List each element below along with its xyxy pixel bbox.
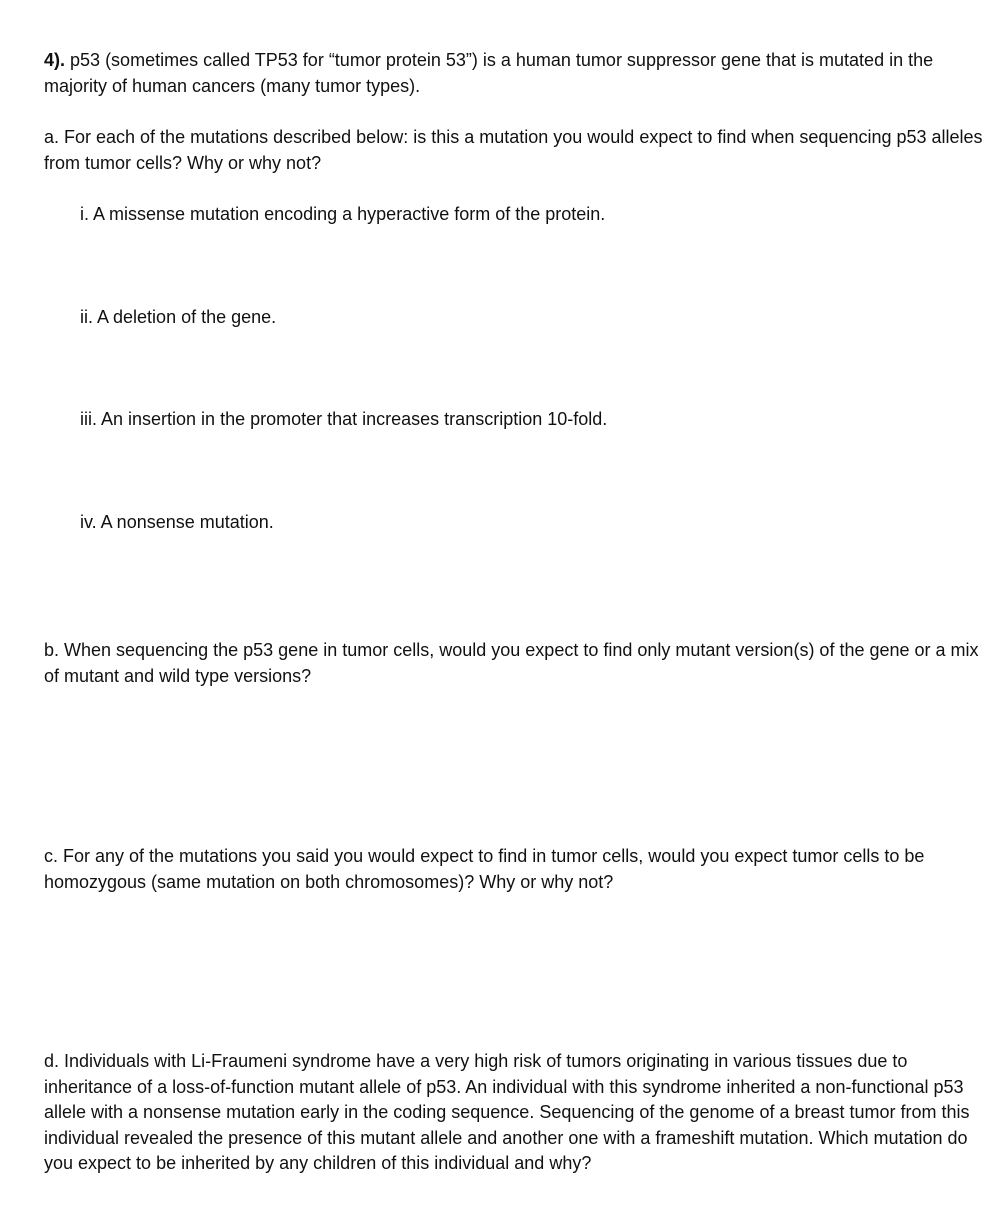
question-number: 4). bbox=[44, 50, 66, 70]
part-c-prompt: c. For any of the mutations you said you would expect to find in tumor cells, would you expect tumor cells to be homozygous (same mutation on both chromosomes)? Why or why not? bbox=[44, 846, 925, 892]
part-d-prompt: d. Individuals with Li-Fraumeni syndrome have a very high risk of tumors originating in various tissues due to inheritance of a loss-of-function mutant allele of p53. An individual with this syndrome inherited a non-functional p53 allele with a nonsense mutation early in the coding sequence. Sequencing of the genome of a breast tumor from this individual revealed the presence of this mutant allele and another one with a frameshift mutation. Which mutation do you expect to be inherited by any children of this individual and why? bbox=[44, 1051, 970, 1173]
part-a-prompt: a. For each of the mutations described below: is this a mutation you would expect to find when sequencing p53 alleles from tumor cells? Why or why not? bbox=[44, 127, 983, 173]
part-b-prompt: b. When sequencing the p53 gene in tumor cells, would you expect to find only mutant version(s) of the gene or a mix of mutant and wild type versions? bbox=[44, 640, 979, 686]
part-a-item-i: i. A missense mutation encoding a hyperactive form of the protein. bbox=[80, 204, 606, 224]
part-a-item-ii: ii. A deletion of the gene. bbox=[80, 307, 277, 327]
part-a-item-iv: iv. A nonsense mutation. bbox=[80, 512, 274, 532]
part-a-item-iii: iii. An insertion in the promoter that increases transcription 10-fold. bbox=[80, 409, 608, 429]
question-intro bbox=[44, 48, 984, 99]
question-intro-text: p53 (sometimes called TP53 for “tumor protein 53”) is a human tumor suppressor gene that is mutated in the majority of human cancers (many tumor types). bbox=[44, 50, 934, 96]
